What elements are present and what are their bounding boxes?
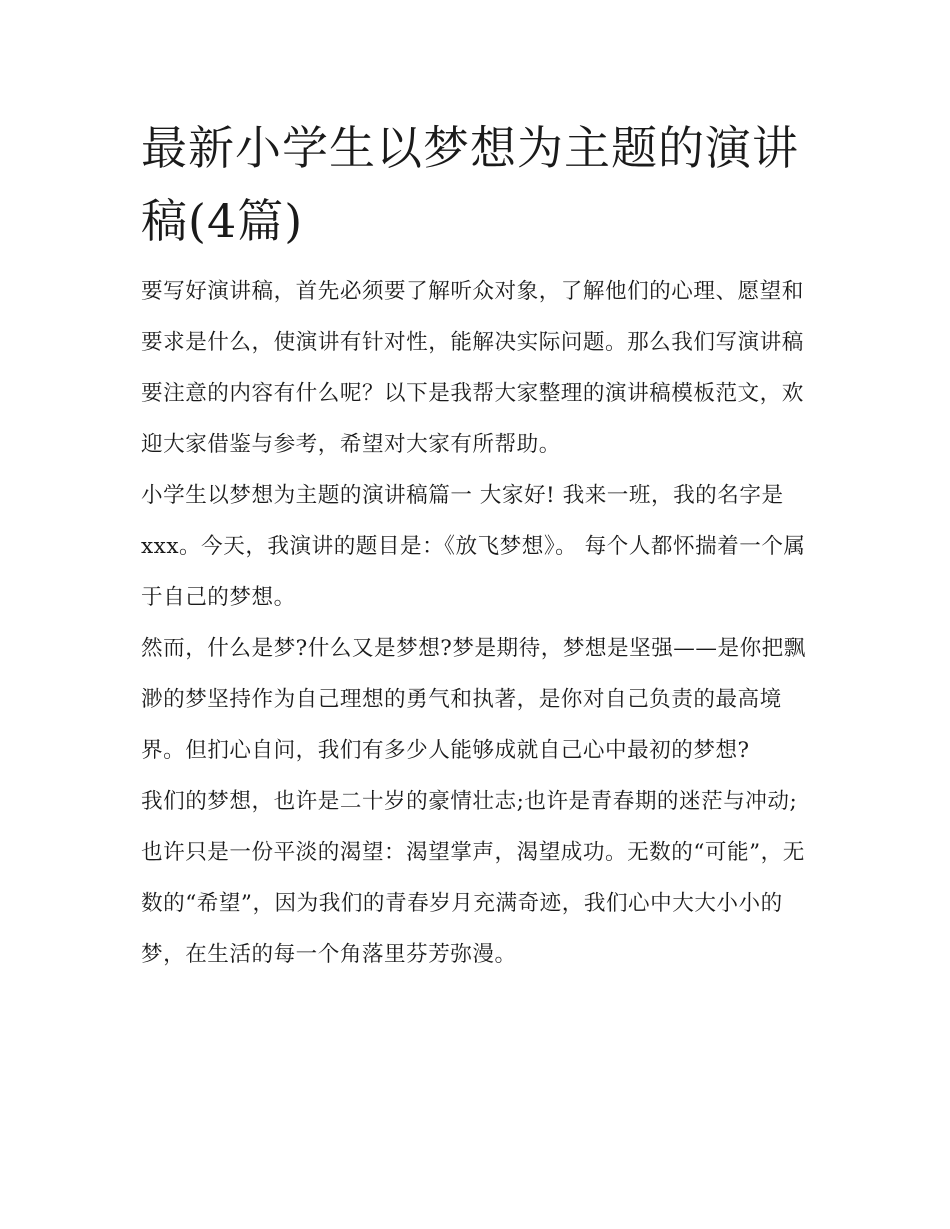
document-body: [141, 112, 813, 980]
paragraph-our-dreams: 我们的梦想，也许是二十岁的豪情壮志;也许是青春期的迷茫与冲动;也许只是一份平淡的渴望：渴望掌声，渴望成功。无数的“可能”，无数的“希望”，因为我们的青春岁月充满奇迹，我们心中大大小小的梦，在生活的每一个角落里芬芳弥漫。: [141, 789, 805, 967]
paragraph-what-is-dream: 然而，什么是梦?什么又是梦想?梦是期待，梦想是坚强——是你把飘渺的梦坚持作为自己理想的勇气和执著，是你对自己负责的最高境界。但扪心自问，我们有多少人能够成就自己心中最初的梦想?: [141, 636, 806, 763]
paragraph-intro: 要写好演讲稿，首先必须要了解听众对象，了解他们的心理、愿望和要求是什么，使演讲有针对性，能解决实际问题。那么我们写演讲稿要注意的内容有什么呢？以下是我帮大家整理的演讲稿模板范文，欢迎大家借鉴与参考，希望对大家有所帮助。: [141, 279, 804, 457]
document-title: 最新小学生以梦想为主题的演讲稿(4篇): [141, 121, 799, 248]
paragraph-greeting: 小学生以梦想为主题的演讲稿篇一 大家好! 我来一班，我的名字是 xxx。今天，我演讲的题目是：《放飞梦想》。 每个人都怀揣着一个属于自己的梦想。: [141, 483, 806, 610]
